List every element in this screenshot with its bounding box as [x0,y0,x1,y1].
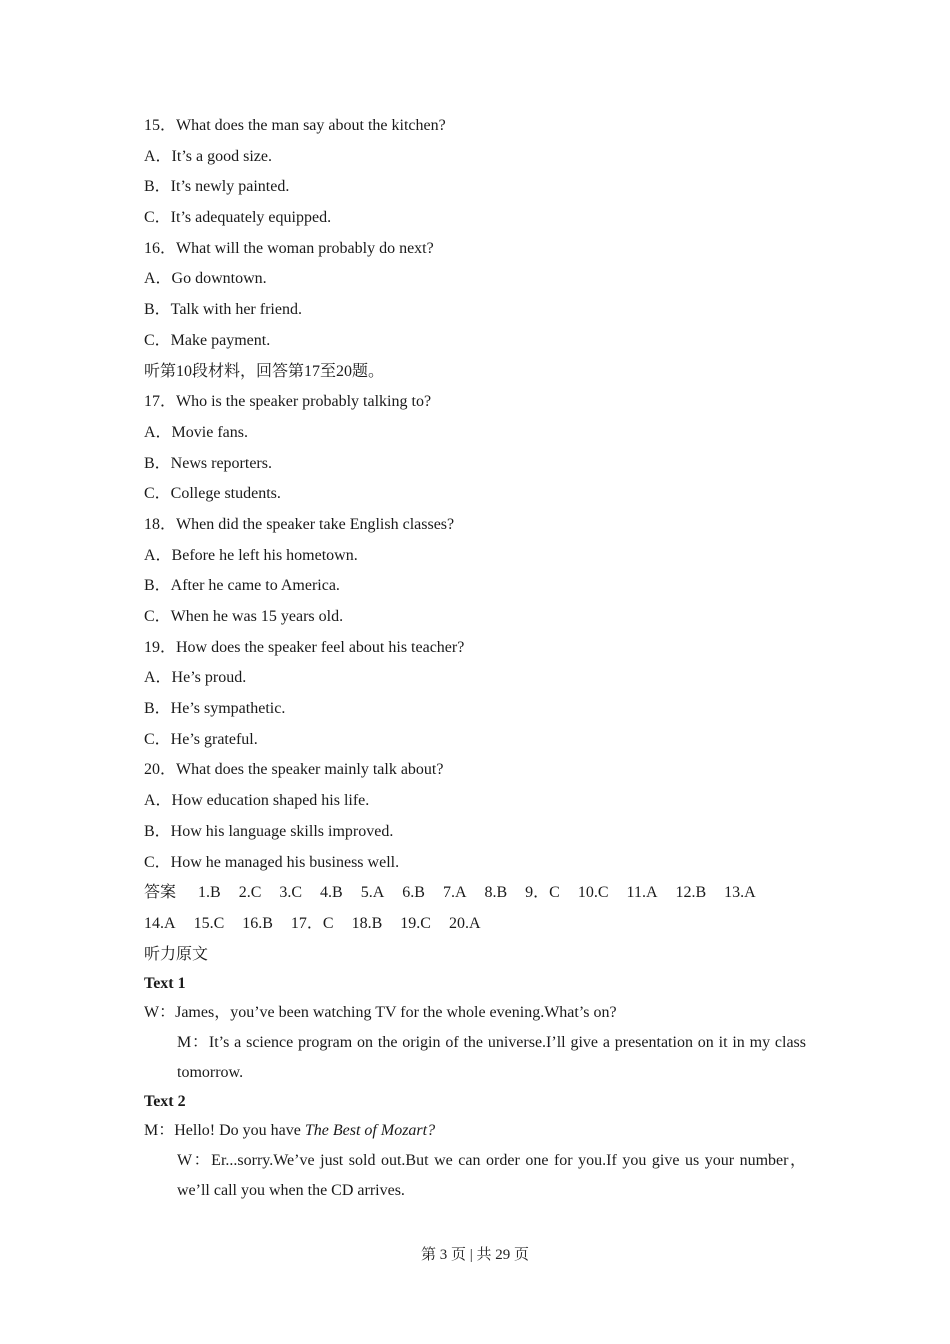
answer-item: 11.A [626,884,658,902]
answer-item: 8.B [484,884,508,902]
question-20: 20．What does the speaker mainly talk about? [144,761,444,779]
text-2-line-man [144,1116,806,1146]
answer-item: 18.B [351,914,383,932]
answer-item: 10.C [577,884,609,902]
question-19: 19．How does the speaker feel about his teacher? [144,638,465,656]
option-16-a: A．Go downtown. [144,270,267,288]
answer-item: 14.A [144,914,176,932]
question-15: 15．What does the man say about the kitchen? [144,117,446,134]
option-19-b: B．He’s sympathetic. [144,700,286,718]
page-content [144,111,806,1206]
question-18: 18．When did the speaker take English classes? [144,515,455,533]
option-15-a: A．It’s a good size. [144,147,272,165]
answer-item: 9．C [525,884,560,902]
option-19-c: C．He’s grateful. [144,730,258,748]
page-footer: 第 3 页 | 共 29 页 [420,1247,529,1263]
option-20-b: B．How his language skills improved. [144,822,394,840]
option-15-c: C．It’s adequately equipped. [144,209,332,227]
option-20-c: C．How he managed his business well. [144,853,400,871]
option-20-a: A．How education shaped his life. [144,792,370,810]
answer-item: 17．C [290,914,334,932]
section-instruction: 听第10段材料，回答第17至20题。 [144,362,385,380]
text-2-line-woman: W：Er...sorry.We’ve just sold out.But we can order one for you.If you give us your number，we’ll call you when the CD arrives. [177,1152,807,1200]
text-2-line-man-prefix: M：Hello! Do you have [144,1122,305,1140]
answer-item: 15.C [193,914,225,932]
text-1-line-woman: W：James，you’ve been watching TV for the whole evening.What’s on? [144,1004,617,1022]
option-16-b: B．Talk with her friend. [144,301,302,319]
question-16: 16．What will the woman probably do next? [144,239,434,257]
option-17-a: A．Movie fans. [144,423,248,441]
option-18-a: A．Before he left his hometown. [144,546,358,564]
option-19-a: A．He’s proud. [144,669,247,687]
answer-key-line-1 [144,878,806,909]
answer-key-line-2 [144,909,806,940]
answer-item: 1.B [198,884,221,902]
text-1-heading: Text 1 [144,975,186,993]
option-16-c: C．Make payment. [144,331,271,349]
answer-item: 5.A [360,884,385,902]
option-15-b: B．It’s newly painted. [144,178,290,196]
answer-item: 12.B [675,884,707,902]
text-2-heading: Text 2 [144,1093,186,1111]
answer-item: 7.A [442,884,467,902]
answer-item: 3.C [279,884,303,902]
option-17-c: C．College students. [144,485,281,503]
option-18-b: B．After he came to America. [144,577,340,595]
answer-item: 19.C [400,914,431,932]
option-17-b: B．News reporters. [144,454,272,472]
question-17: 17．Who is the speaker probably talking to? [144,393,432,411]
cd-title: The Best of Mozart? [304,1122,436,1140]
option-18-c: C．When he was 15 years old. [144,608,344,625]
answer-item: 20.A [448,914,481,932]
answer-item: 4.B [320,884,343,902]
answer-item: 6.B [402,884,425,902]
answer-item: 2.C [238,884,262,902]
answer-item: 16.B [242,914,273,932]
answer-item: 13.A [724,884,756,902]
transcript-title: 听力原文 [144,945,209,963]
text-1-line-man: M：It’s a science program on the origin of the universe.I’ll give a presentation on it in my class tomorrow. [177,1034,806,1082]
answer-key-label: 答案 [144,884,177,902]
